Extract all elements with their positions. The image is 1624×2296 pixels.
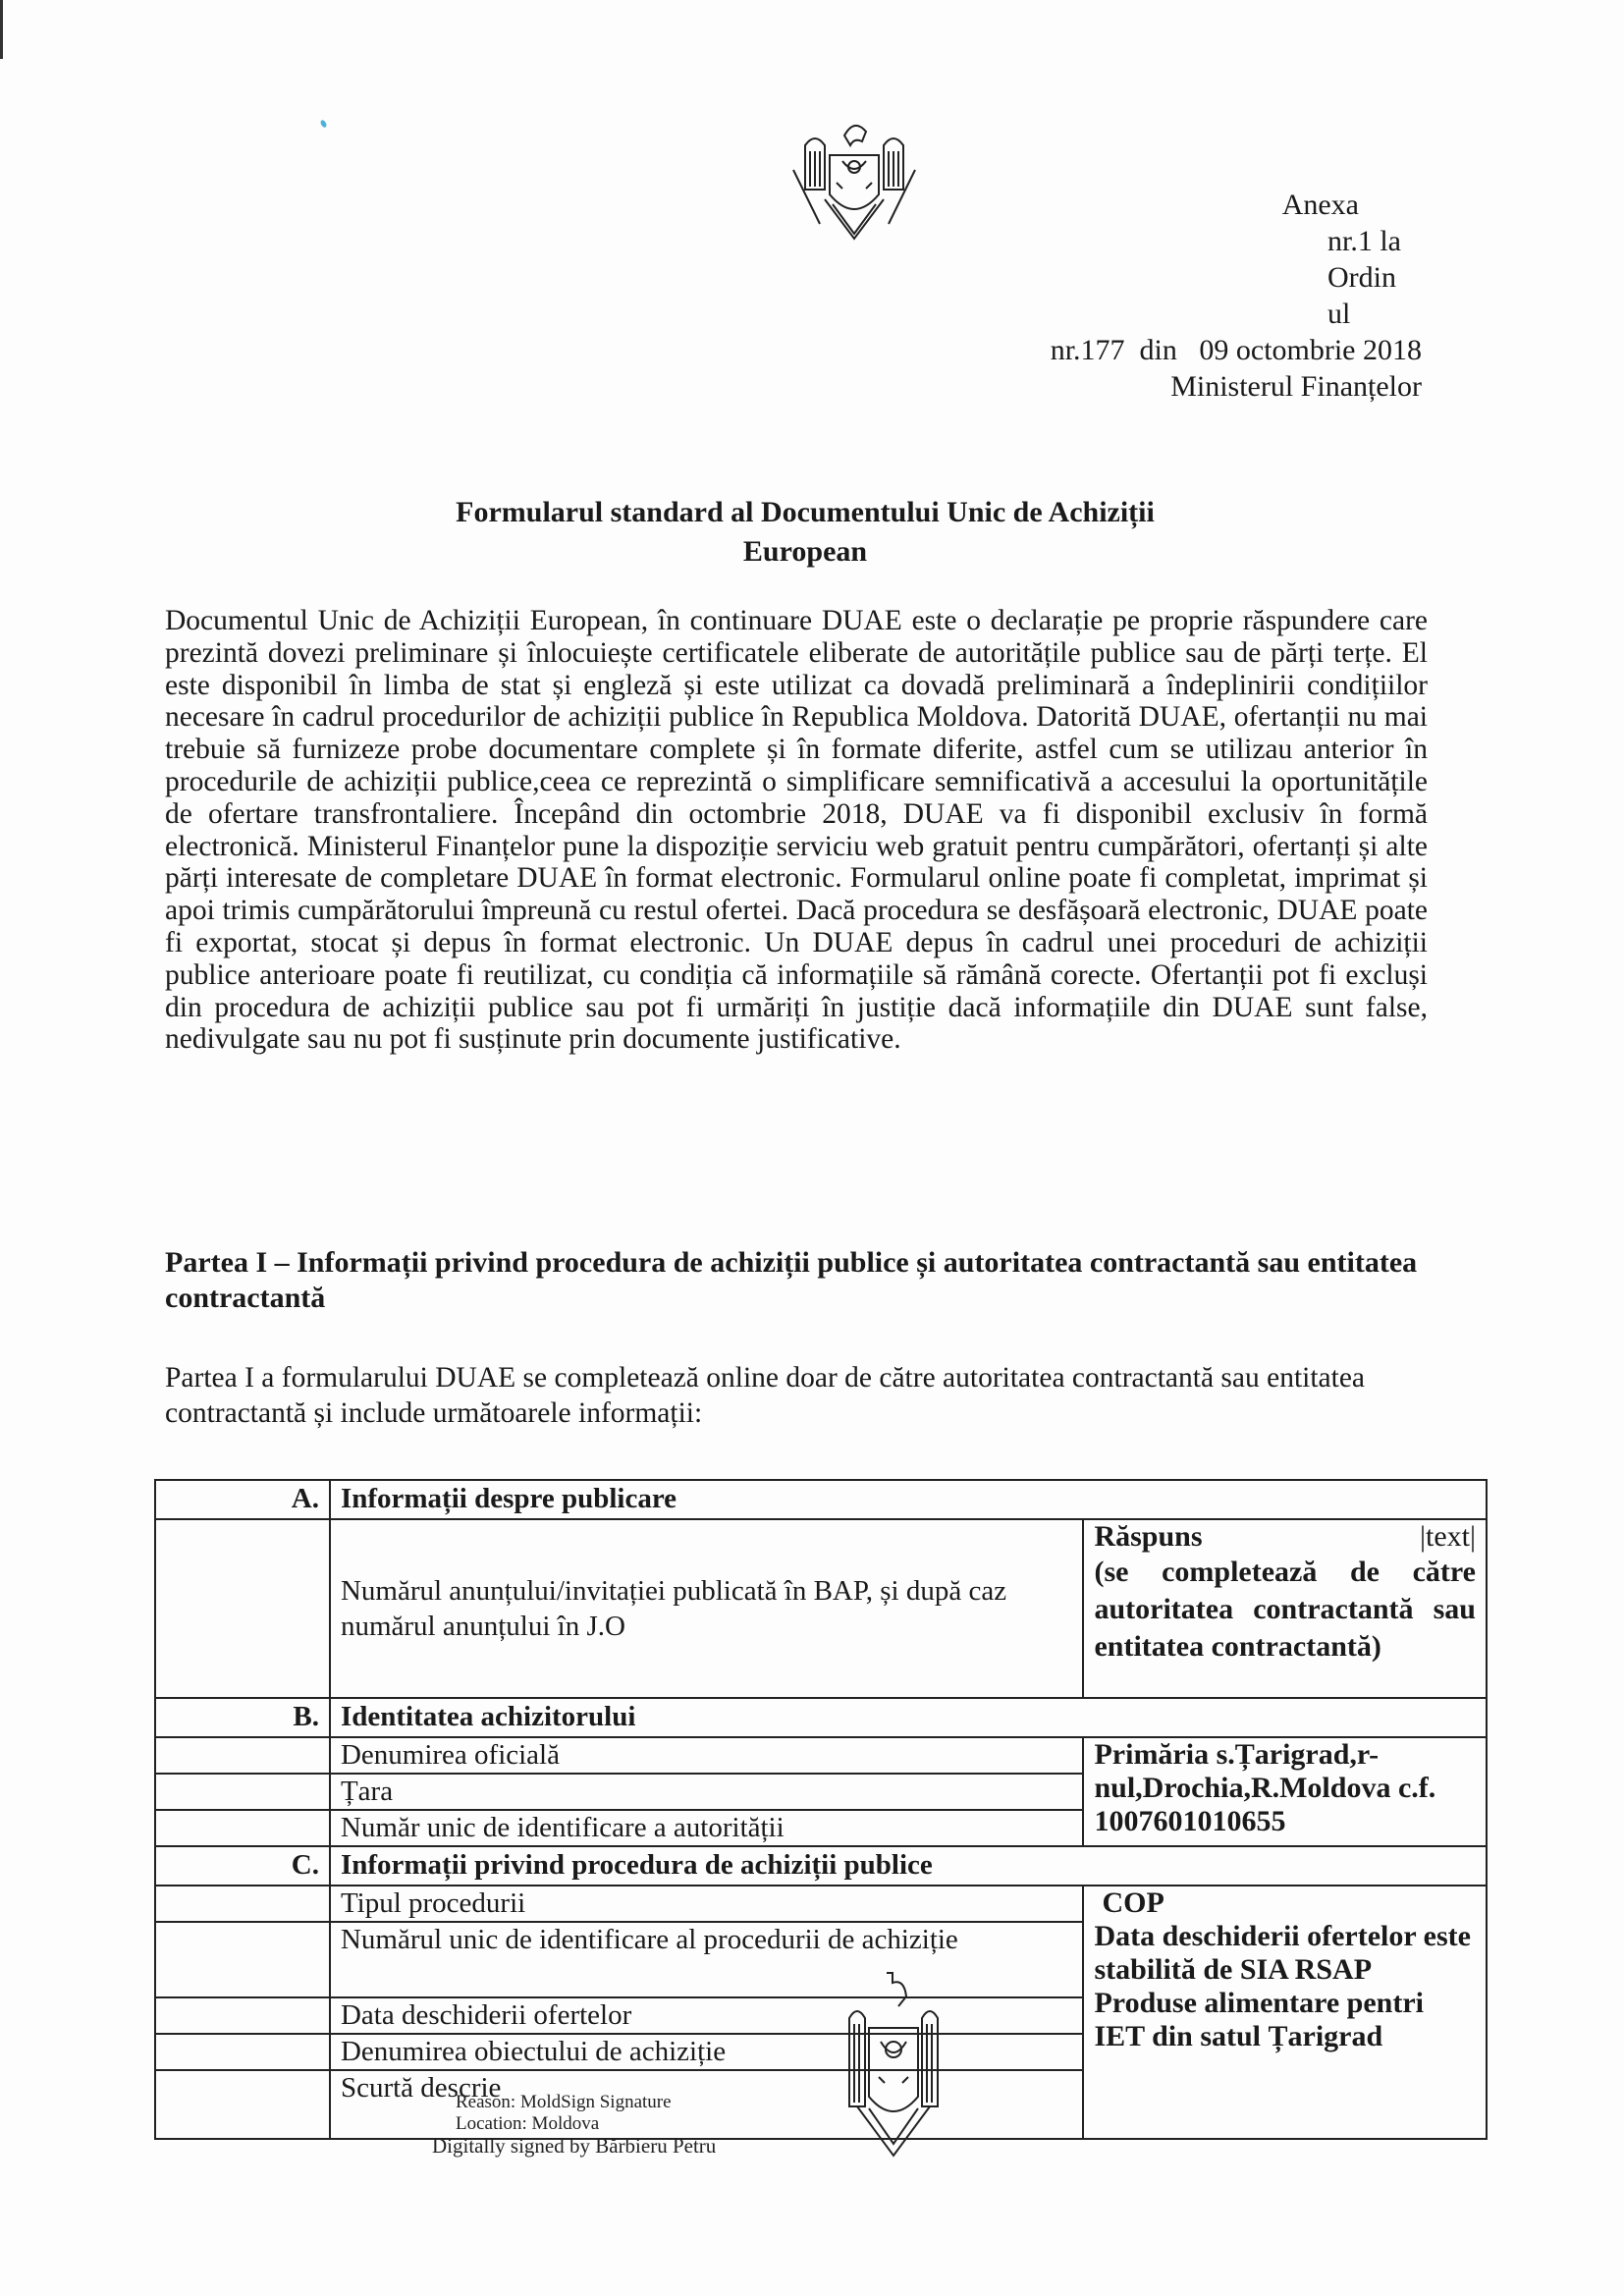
annex-line: nr.1 la: [1327, 225, 1401, 257]
section-b-header-row: [155, 1698, 1487, 1737]
signature-location: Location: Moldova: [456, 2113, 600, 2134]
table-row: [155, 1519, 1487, 1698]
section-a-title: Informații despre publicare: [330, 1480, 1487, 1519]
signature-coat-of-arms-icon: [839, 1969, 947, 2160]
section-c-header-row: [155, 1846, 1487, 1886]
part1-heading: Partea I – Informații privind procedura de achiziții publice și autoritatea contractantă sau entitatea contractantă: [165, 1246, 1418, 1314]
section-c-answer-cell: [1083, 1886, 1487, 2139]
annex-line: ul: [1327, 298, 1351, 330]
section-a-letter: A.: [155, 1480, 330, 1519]
section-b-row-label: Număr unic de identificare a autorității: [330, 1810, 1084, 1846]
answer-note: (se completează de către autoritatea contractantă sau entitatea contractantă): [1094, 1556, 1476, 1663]
annex-line: Anexa: [1281, 189, 1359, 221]
answer-opening-date: Data deschiderii ofertelor este stabilită de SIA RSAP: [1094, 1920, 1471, 1986]
section-b-title: Identitatea achizitorului: [330, 1698, 1487, 1737]
section-b-answer: Primăria s.Țarigrad,r-nul,Drochia,R.Moldova c.f. 1007601010655: [1083, 1737, 1487, 1846]
answer-title: Răspuns: [1094, 1520, 1203, 1553]
section-b-letter: B.: [155, 1698, 330, 1737]
section-a-header-row: [155, 1480, 1487, 1519]
table-row: [155, 1886, 1487, 1922]
part1-intro: Partea I a formularului DUAE se completează online doar de către autoritatea contractantă sau entitatea contractantă și include următoarele informații:: [165, 1362, 1366, 1429]
section-c-title: Informații privind procedura de achiziții publice: [330, 1846, 1487, 1886]
section-a-answer-cell: [1083, 1519, 1487, 1698]
section-c-row-label: Denumirea obiectului de achiziție: [330, 2034, 1084, 2070]
annex-line: Ordin: [1327, 261, 1396, 294]
intro-paragraph: Documentul Unic de Achiziții European, în continuare DUAE este o declarație pe proprie răspundere care prezintă dovezi preliminare și înlocuiește certificatele eliberate de autoritățile publice sau de părți terțe. El este disponibil în limba de stat și engleză și este utilizat ca dovadă preliminară a îndeplinirii condițiilor necesare în cadrul procedurilor de achiziții publice în Republica Moldova. Datorită DUAE, ofertanții nu mai trebuie să furnizeze probe documentare complete și în formate diferite, astfel cum se utilizau anterior în procedurile de achiziții publice,ceea ce reprezintă o simplificare semnificativă a accesului la oportunitățile de ofertare transfrontaliere. Începând din octombrie 2018, DUAE va fi disponibil exclusiv în formă electronică. Ministerul Finanțelor pune la dispoziție serviciu web gratuit pentru cumpărători, ofertanți și alte părți interesate de completare DUAE în format electronic. Formularul online poate fi completat, imprimat și apoi trimis cumpărătorului împreună cu restul ofertei. Dacă procedura se desfășoară electronic, DUAE poate fi exportat, stocat și depus în format electronic. Un DUAE depus în cadrul unei proceduri de achiziții publice anterioare poate fi reutilizat, cu condiția că informațiile să rămână corecte. Ofertanții pot fi excluși din procedura de achiziții publice sau pot fi urmăriți în justiție dacă informațiile din DUAE sunt false, nedivulgate sau nu pot fi susținute prin documente justificative.: [165, 605, 1428, 1056]
annex-order-number-date: nr.177 din 09 octombrie 2018: [1050, 334, 1422, 366]
section-a-row-label: Numărul anunțului/invitației publicată în BAP, și după caz numărul anunțului în J.O: [330, 1519, 1084, 1698]
moldova-coat-of-arms-icon: [785, 116, 923, 244]
section-c-letter: C.: [155, 1846, 330, 1886]
section-b-row-label: Denumirea oficială: [330, 1737, 1084, 1774]
section-c-row-label: Numărul unic de identificare al procedurii de achiziție: [330, 1922, 1084, 1997]
annex-reference: [970, 187, 1422, 405]
section-c-row-label: Scurtă descrie: [330, 2070, 1084, 2139]
scan-edge-mark: [0, 0, 3, 59]
signature-signed-by: Digitally signed by Bărbieru Petru: [432, 2134, 717, 2158]
signature-reason: Reason: MoldSign Signature: [456, 2092, 672, 2112]
answer-object-name: Produse alimentare pentri IET din satul Țarigrad: [1094, 1987, 1424, 2052]
answer-tag: |text|: [1420, 1520, 1476, 1553]
section-c-row-label: Data deschiderii ofertelor: [330, 1997, 1084, 2034]
section-c-row-label: Tipul procedurii: [330, 1886, 1084, 1922]
answer-procedure-type: COP: [1102, 1886, 1164, 1919]
table-row: [155, 1737, 1487, 1774]
duae-part1-table: [154, 1479, 1488, 2140]
document-title: [157, 493, 1453, 572]
annex-ministry: Ministerul Finanțelor: [1170, 370, 1422, 403]
document-title-line2: European: [742, 535, 868, 568]
document-title-line1: Formularul standard al Documentului Unic de Achiziții: [456, 496, 1155, 528]
section-b-row-label: Țara: [330, 1774, 1084, 1810]
digital-signature-stamp: [432, 2092, 844, 2157]
scan-speck: [319, 119, 327, 128]
